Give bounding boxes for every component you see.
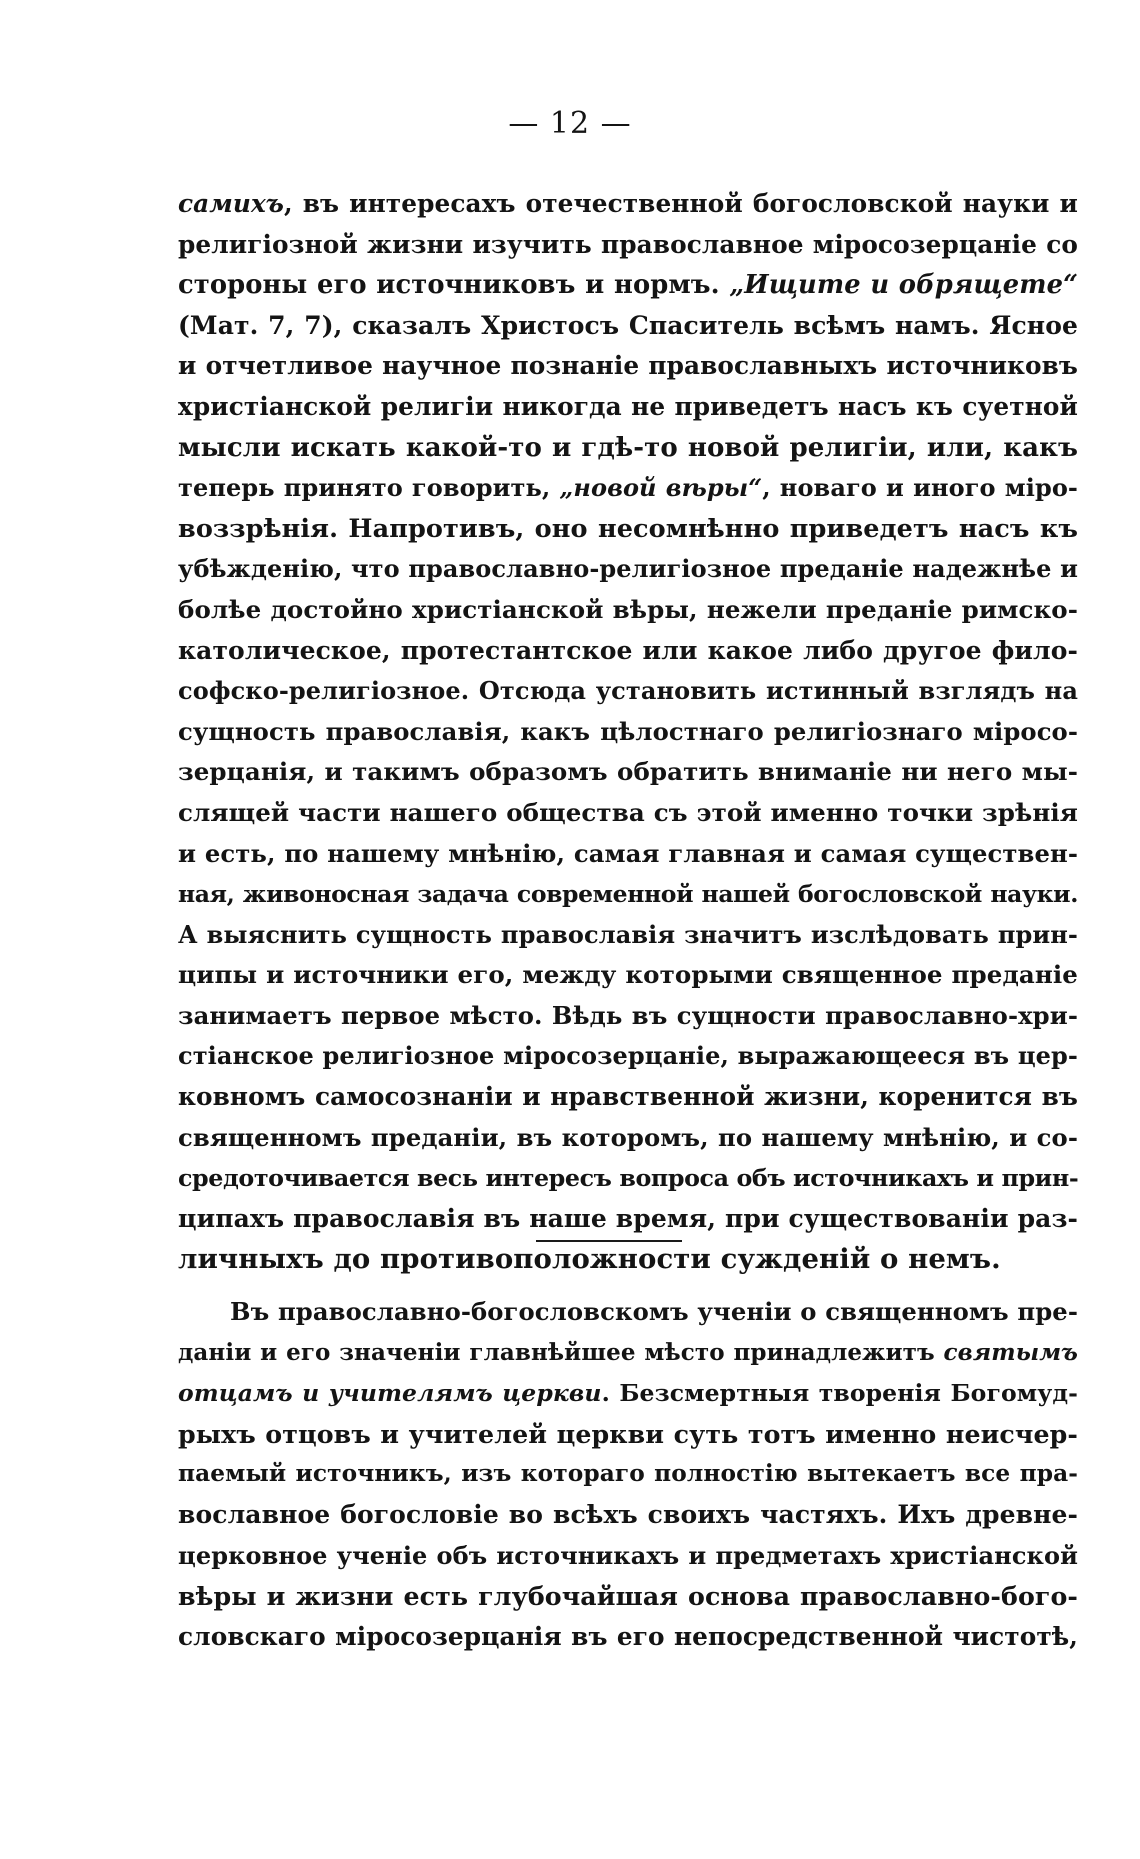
paragraph-2 — [178, 1292, 1078, 1657]
page-number: — 12 — — [508, 106, 632, 141]
text-line: словскаго міросозерцанія въ его непосредственной чистотѣ, — [178, 1621, 1078, 1651]
text-line: (Мат. 7, 7), сказалъ Христосъ Спаситель всѣмъ намъ. Ясное — [178, 310, 1078, 340]
text-line: зерцанія, и такимъ образомъ обратить вниманіе ни него мы- — [178, 757, 1078, 787]
text-line: самихъ, въ интересахъ отечественной богословской науки и — [178, 189, 1078, 218]
text-line: личныхъ до противоположности сужденій о немъ. — [178, 1243, 1001, 1276]
text-line: рыхъ отцовъ и учителей церкви суть тотъ именно неисчер- — [178, 1418, 1078, 1449]
text-line: и есть, по нашему мнѣнію, самая главная и самая существен- — [178, 838, 1078, 868]
text-line: католическое, протестантское или какое либо другое фило- — [178, 635, 1078, 665]
text-line: теперь принято говорить, „новой вѣры“, новаго и иного міро- — [178, 473, 1078, 503]
text-line: слящей части нашего общества съ этой именно точки зрѣнія — [178, 797, 1078, 827]
text-line: софско-религіозное. Отсюда установить истинный взглядъ на — [178, 676, 1078, 706]
text-line: и отчетливое научное познаніе православныхъ источниковъ — [178, 351, 1078, 381]
text-line: А выяснить сущность православія значитъ изслѣдовать прин- — [178, 919, 1078, 949]
text-line: средоточивается весь интересъ вопроса объ источникахъ и прин- — [178, 1164, 1079, 1193]
paragraph-1 — [178, 184, 1078, 1280]
text-line: отцамъ и учителямъ церкви. Безсмертныя творенія Богомуд- — [178, 1379, 1078, 1408]
text-line: церковное ученіе объ источникахъ и предметахъ христіанской — [178, 1540, 1078, 1570]
text-line: вѣры и жизни есть глубочайшая основа православно-бого- — [178, 1581, 1078, 1612]
text-line: сущность православія, какъ цѣлостнаго религіознаго міросо- — [178, 716, 1078, 746]
text-line: даніи и его значеніи главнѣйшее мѣсто принадлежитъ святымъ — [178, 1338, 1078, 1366]
text-line: мысли искать какой-то и гдѣ-то новой религіи, или, какъ — [178, 432, 1078, 463]
text-line: стіанское религіозное міросозерцаніе, выражающееся въ цер- — [178, 1041, 1078, 1071]
text-line: занимаетъ первое мѣсто. Вѣдь въ сущности православно-хри- — [178, 1000, 1078, 1030]
text-line: религіозной жизни изучить православное міросозерцаніе со — [178, 229, 1078, 259]
text-line: убѣжденію, что православно-религіозное преданіе надежнѣе и — [178, 554, 1078, 584]
section-divider — [536, 1240, 682, 1242]
text-line: ципы и источники его, между которыми священное преданіе — [178, 960, 1078, 990]
text-line: ципахъ православія въ наше время, при существованіи раз- — [178, 1203, 1078, 1233]
text-line: стороны его источниковъ и нормъ. „Ищите и обрящете“ — [178, 270, 1078, 301]
text-line: болѣе достойно христіанской вѣры, нежели преданіе римско- — [178, 594, 1078, 624]
text-line: ковномъ самосознаніи и нравственной жизни, коренится въ — [178, 1082, 1078, 1112]
text-line: вославное богословіе во всѣхъ своихъ частяхъ. Ихъ древне- — [178, 1499, 1078, 1529]
text-line: воззрѣнія. Напротивъ, оно несомнѣнно приведетъ насъ къ — [178, 513, 1078, 544]
text-line: паемый источникъ, изъ котораго полностію вытекаетъ все пра- — [178, 1460, 1078, 1488]
text-line: христіанской религіи никогда не приведетъ насъ къ суетной — [178, 391, 1078, 421]
text-line: Въ православно-богословскомъ ученіи о священномъ пре- — [230, 1297, 1078, 1326]
text-line: священномъ преданіи, въ которомъ, по нашему мнѣнію, и со- — [178, 1122, 1078, 1152]
text-line: ная, живоносная задача современной нашей богословской науки. — [178, 880, 1078, 909]
